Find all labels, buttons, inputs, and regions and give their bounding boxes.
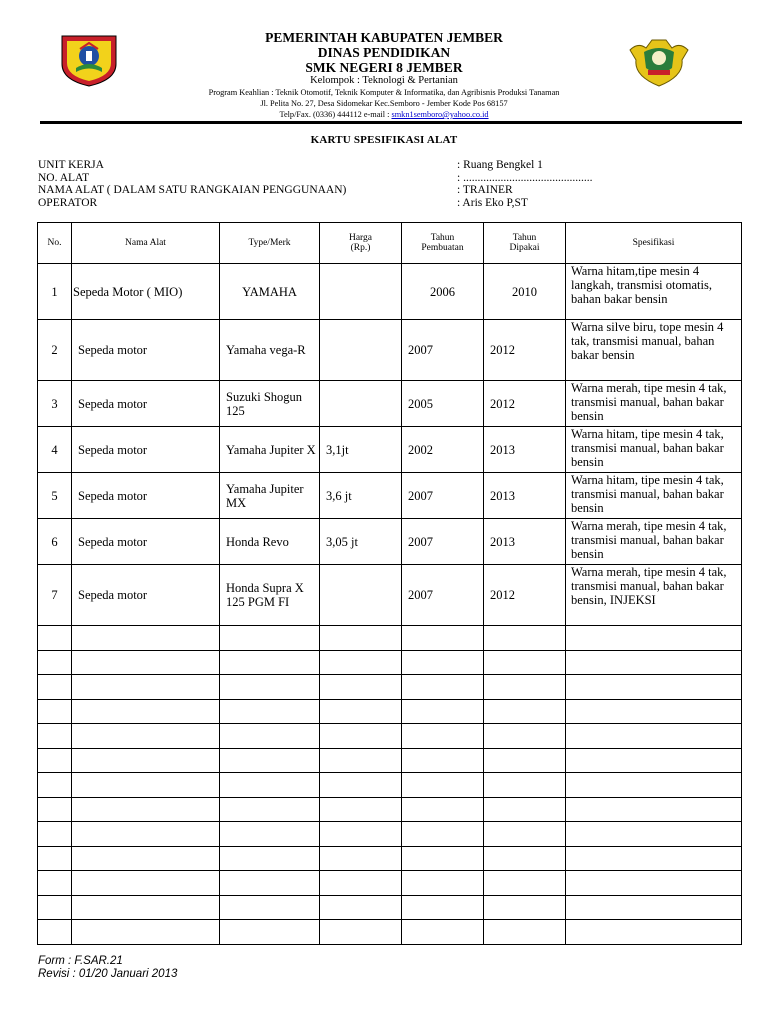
cell-type: Honda Supra X 125 PGM FI (220, 565, 320, 626)
cell-no: 2 (38, 320, 72, 381)
cell-tahun-pembuatan: 2005 (402, 381, 484, 427)
table-row (38, 473, 742, 519)
cell-spesifikasi: Warna merah, tipe mesin 4 tak, transmisi manual, bahan bakar bensin (566, 519, 742, 565)
empty-row (38, 920, 742, 945)
empty-cell (38, 846, 72, 871)
empty-row (38, 650, 742, 675)
cell-spesifikasi: Warna hitam,tipe mesin 4 langkah, transmisi otomatis, bahan bakar bensin (566, 264, 742, 320)
empty-row (38, 773, 742, 798)
empty-cell (402, 797, 484, 822)
cell-spesifikasi: Warna merah, tipe mesin 4 tak, transmisi manual, bahan bakar bensin (566, 381, 742, 427)
empty-cell (402, 724, 484, 749)
empty-cell (320, 797, 402, 822)
empty-cell (72, 846, 220, 871)
empty-cell (220, 650, 320, 675)
empty-cell (484, 773, 566, 798)
info-value: : Aris Eko P,ST (457, 196, 528, 209)
empty-cell (72, 626, 220, 651)
letterhead (120, 30, 648, 120)
empty-row (38, 822, 742, 847)
col-header-no: No. (38, 223, 72, 264)
cell-nama: Sepeda motor (72, 427, 220, 473)
harga-line-1: Harga (348, 232, 373, 243)
empty-cell (320, 724, 402, 749)
empty-cell (220, 773, 320, 798)
empty-cell (566, 822, 742, 847)
col-header-type: Type/Merk (220, 223, 320, 264)
cell-harga: 3,1jt (320, 427, 402, 473)
empty-cell (484, 797, 566, 822)
empty-cell (38, 626, 72, 651)
empty-cell (220, 846, 320, 871)
empty-cell (484, 748, 566, 773)
empty-cell (484, 626, 566, 651)
empty-cell (402, 846, 484, 871)
empty-cell (320, 920, 402, 945)
empty-cell (484, 724, 566, 749)
empty-cell (220, 699, 320, 724)
form-code: Form : F.SAR.21 (38, 955, 123, 967)
col-header-tahun-dipakai (484, 223, 566, 264)
cell-harga: 3,05 jt (320, 519, 402, 565)
cell-nama: Sepeda motor (72, 320, 220, 381)
empty-cell (72, 748, 220, 773)
cell-type: Suzuki Shogun 125 (220, 381, 320, 427)
harga-line-2: (Rp.) (350, 243, 371, 253)
empty-cell (320, 773, 402, 798)
table-row (38, 381, 742, 427)
empty-row (38, 626, 742, 651)
cell-type: Honda Revo (220, 519, 320, 565)
empty-cell (566, 846, 742, 871)
cell-spesifikasi: Warna hitam, tipe mesin 4 tak, transmisi manual, bahan bakar bensin (566, 427, 742, 473)
empty-cell (38, 675, 72, 700)
empty-cell (320, 626, 402, 651)
empty-row (38, 699, 742, 724)
cell-spesifikasi: Warna hitam, tipe mesin 4 tak, transmisi manual, bahan bakar bensin (566, 473, 742, 519)
cell-tahun-pembuatan: 2002 (402, 427, 484, 473)
email-link[interactable]: smkn1semboro@yahoo.co.id (391, 110, 489, 119)
empty-cell (320, 846, 402, 871)
empty-cell (402, 748, 484, 773)
cell-nama: Sepeda motor (72, 381, 220, 427)
empty-cell (566, 895, 742, 920)
info-value: : Ruang Bengkel 1 (457, 159, 543, 171)
empty-cell (72, 650, 220, 675)
cell-type: YAMAHA (220, 264, 320, 320)
empty-row (38, 675, 742, 700)
tp-line-1: Tahun (430, 232, 455, 243)
table-row (38, 320, 742, 381)
cell-spesifikasi: Warna merah, tipe mesin 4 tak, transmisi manual, bahan bakar bensin, INJEKSI (566, 565, 742, 626)
empty-cell (320, 650, 402, 675)
info-value: : ............................................. (457, 171, 593, 184)
table-row (38, 427, 742, 473)
info-block (38, 159, 678, 209)
empty-cell (72, 920, 220, 945)
empty-cell (484, 822, 566, 847)
province-emblem-icon (626, 36, 692, 88)
empty-cell (72, 724, 220, 749)
empty-cell (566, 626, 742, 651)
empty-cell (484, 699, 566, 724)
empty-cell (38, 920, 72, 945)
table-row (38, 519, 742, 565)
header-line-department: DINAS PENDIDIKAN (317, 45, 451, 60)
empty-cell (484, 871, 566, 896)
cell-harga (320, 320, 402, 381)
empty-cell (220, 675, 320, 700)
form-footer (38, 955, 177, 981)
cell-no: 5 (38, 473, 72, 519)
empty-cell (402, 920, 484, 945)
header-line-school: SMK NEGERI 8 JEMBER (305, 60, 463, 75)
empty-cell (38, 699, 72, 724)
empty-cell (38, 797, 72, 822)
cell-nama: Sepeda Motor ( MIO) (72, 264, 220, 320)
empty-cell (402, 895, 484, 920)
table-row (38, 264, 742, 320)
table-header-row (38, 223, 742, 264)
empty-cell (72, 895, 220, 920)
cell-no: 4 (38, 427, 72, 473)
empty-row (38, 724, 742, 749)
col-header-spesifikasi: Spesifikasi (566, 223, 742, 264)
empty-cell (320, 895, 402, 920)
header-line-group: Kelompok : Teknologi & Pertanian (310, 75, 458, 86)
spec-table (37, 222, 742, 945)
cell-tahun-pembuatan: 2006 (402, 264, 484, 320)
empty-cell (566, 920, 742, 945)
cell-nama: Sepeda motor (72, 473, 220, 519)
empty-cell (72, 797, 220, 822)
empty-cell (72, 675, 220, 700)
cell-spesifikasi: Warna silve biru, tope mesin 4 tak, transmisi manual, bahan bakar bensin (566, 320, 742, 381)
col-header-nama: Nama Alat (72, 223, 220, 264)
empty-cell (320, 675, 402, 700)
cell-harga (320, 381, 402, 427)
empty-cell (402, 773, 484, 798)
empty-cell (484, 675, 566, 700)
empty-cell (566, 748, 742, 773)
info-row-nama-alat (38, 184, 678, 197)
empty-cell (484, 650, 566, 675)
cell-tahun-pembuatan: 2007 (402, 519, 484, 565)
empty-row (38, 748, 742, 773)
revision-info: Revisi : 01/20 Januari 2013 (38, 968, 178, 980)
header-line-contact (120, 109, 648, 120)
contact-prefix: Telp/Fax. (0336) 444112 e-mail : (279, 110, 392, 119)
cell-no: 7 (38, 565, 72, 626)
empty-cell (402, 822, 484, 847)
cell-no: 1 (38, 264, 72, 320)
empty-cell (402, 675, 484, 700)
empty-cell (320, 748, 402, 773)
cell-harga: 3,6 jt (320, 473, 402, 519)
empty-row (38, 846, 742, 871)
empty-cell (38, 871, 72, 896)
empty-cell (220, 822, 320, 847)
info-label: OPERATOR (38, 196, 98, 209)
cell-tahun-pembuatan: 2007 (402, 565, 484, 626)
empty-cell (72, 871, 220, 896)
empty-cell (484, 895, 566, 920)
empty-cell (320, 822, 402, 847)
empty-cell (566, 699, 742, 724)
empty-row (38, 871, 742, 896)
empty-cell (402, 699, 484, 724)
empty-cell (566, 871, 742, 896)
empty-cell (484, 920, 566, 945)
empty-cell (320, 871, 402, 896)
cell-tahun-dipakai: 2012 (484, 565, 566, 626)
empty-cell (38, 724, 72, 749)
empty-cell (72, 699, 220, 724)
empty-cell (72, 822, 220, 847)
cell-type: Yamaha Jupiter MX (220, 473, 320, 519)
cell-tahun-pembuatan: 2007 (402, 320, 484, 381)
info-label: UNIT KERJA (38, 159, 104, 171)
empty-row (38, 895, 742, 920)
cell-type: Yamaha vega-R (220, 320, 320, 381)
cell-tahun-pembuatan: 2007 (402, 473, 484, 519)
header-line-program: Program Keahlian : Teknik Otomotif, Teknik Komputer & Informatika, dan Agribisnis Produksi Tanaman (208, 88, 560, 97)
empty-cell (220, 920, 320, 945)
tp-line-2: Pembuatan (421, 243, 464, 253)
header-line-government: PEMERINTAH KABUPATEN JEMBER (265, 30, 503, 45)
cell-tahun-dipakai: 2013 (484, 427, 566, 473)
cell-harga (320, 264, 402, 320)
table-row (38, 565, 742, 626)
empty-row (38, 797, 742, 822)
cell-tahun-dipakai: 2010 (484, 264, 566, 320)
empty-cell (38, 773, 72, 798)
info-label: NAMA ALAT ( DALAM SATU RANGKAIAN PENGGUNAAN) (38, 184, 347, 196)
cell-tahun-dipakai: 2012 (484, 320, 566, 381)
col-header-harga (320, 223, 402, 264)
cell-tahun-dipakai: 2012 (484, 381, 566, 427)
empty-cell (402, 871, 484, 896)
empty-cell (320, 699, 402, 724)
empty-cell (484, 846, 566, 871)
cell-type: Yamaha Jupiter X (220, 427, 320, 473)
header-divider (40, 121, 742, 124)
empty-cell (220, 724, 320, 749)
cell-harga (320, 565, 402, 626)
info-row-operator (38, 197, 678, 210)
cell-nama: Sepeda motor (72, 565, 220, 626)
jember-emblem-icon (58, 34, 120, 88)
info-row-unit-kerja (38, 159, 678, 172)
empty-cell (566, 650, 742, 675)
empty-cell (220, 626, 320, 651)
cell-tahun-dipakai: 2013 (484, 473, 566, 519)
cell-no: 6 (38, 519, 72, 565)
empty-cell (220, 748, 320, 773)
page-title: KARTU SPESIFIKASI ALAT (310, 134, 458, 146)
empty-cell (38, 748, 72, 773)
cell-no: 3 (38, 381, 72, 427)
td-line-1: Tahun (512, 232, 537, 243)
info-value: : TRAINER (457, 184, 513, 196)
empty-cell (566, 724, 742, 749)
empty-cell (566, 773, 742, 798)
cell-tahun-dipakai: 2013 (484, 519, 566, 565)
header-line-address: Jl. Pelita No. 27, Desa Sidomekar Kec.Semboro - Jember Kode Pos 68157 (260, 99, 508, 108)
empty-cell (38, 895, 72, 920)
empty-cell (38, 650, 72, 675)
empty-cell (72, 773, 220, 798)
col-header-tahun-pembuatan (402, 223, 484, 264)
empty-cell (566, 675, 742, 700)
empty-cell (38, 822, 72, 847)
cell-nama: Sepeda motor (72, 519, 220, 565)
empty-cell (402, 626, 484, 651)
info-label: NO. ALAT (38, 171, 90, 184)
empty-cell (566, 797, 742, 822)
empty-cell (402, 650, 484, 675)
empty-cell (220, 797, 320, 822)
td-line-2: Dipakai (509, 243, 540, 253)
info-row-no-alat (38, 172, 678, 185)
empty-cell (220, 895, 320, 920)
empty-cell (220, 871, 320, 896)
